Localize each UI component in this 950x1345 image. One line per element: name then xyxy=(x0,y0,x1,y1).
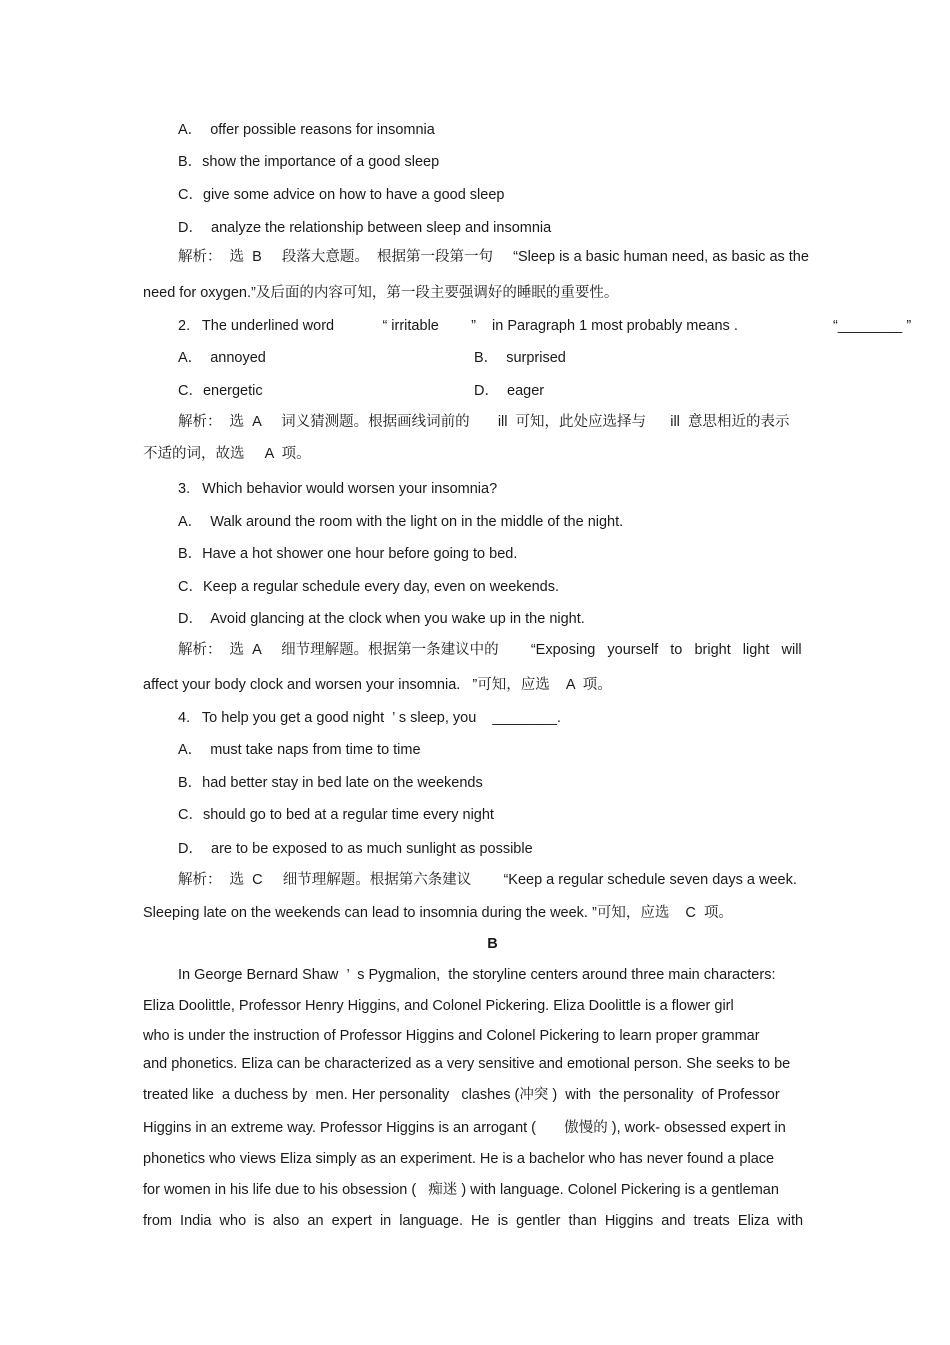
q2-option-b: B． surprised xyxy=(474,350,566,366)
q1-explanation-line1: 解析： 选 B 段落大意题。 根据第一段第一句 “Sleep is a basic human need, as basic as the xyxy=(178,249,809,265)
q4-option-b: B．had better stay in bed late on the weekends xyxy=(178,775,483,791)
q3-option-c: C．Keep a regular schedule every day, even on weekends. xyxy=(178,579,559,595)
q3-explanation-line2: affect your body clock and worsen your insomnia. ”可知，应选 A 项。 xyxy=(143,677,612,693)
q4-explanation-line2: Sleeping late on the weekends can lead to insomnia during the week. ”可知，应选 C 项。 xyxy=(143,905,733,921)
q1-option-a: A． offer possible reasons for insomnia xyxy=(178,122,435,138)
passage-line-2: Eliza Doolittle, Professor Henry Higgins, and Colonel Pickering. Eliza Doolittle is a flower girl xyxy=(143,998,734,1014)
passage-line-1: In George Bernard Shaw ’ s Pygmalion, the storyline centers around three main characters: xyxy=(178,967,776,983)
q3-option-b: B．Have a hot shower one hour before going to bed. xyxy=(178,546,518,562)
q4-explanation-line1: 解析： 选 C 细节理解题。根据第六条建议 “Keep a regular schedule seven days a week. xyxy=(178,872,797,888)
passage-line-8: for women in his life due to his obsession ( 痴迷 ) with language. Colonel Pickering is a gentleman xyxy=(143,1182,779,1198)
section-b-heading: B xyxy=(487,936,498,952)
q4-option-a: A． must take naps from time to time xyxy=(178,742,421,758)
passage-line-9: from India who is also an expert in language. He is gentler than Higgins and treats Eliza with xyxy=(143,1213,804,1229)
q4-option-d: D． are to be exposed to as much sunlight as possible xyxy=(178,841,533,857)
q2-option-d: D． eager xyxy=(474,383,545,399)
q3-option-a: A． Walk around the room with the light on in the middle of the night. xyxy=(178,514,624,530)
q3-explanation-line1: 解析： 选 A 细节理解题。根据第一条建议中的 “Exposing yourself to bright light will xyxy=(178,642,802,658)
q1-option-c: C．give some advice on how to have a good sleep xyxy=(178,187,505,203)
q2-option-a: A． annoyed xyxy=(178,350,266,366)
q2-stem: 2. The underlined word “ irritable ” in Paragraph 1 most probably means . xyxy=(178,318,738,334)
q2-explanation-line2: 不适的词，故选 A 项。 xyxy=(143,446,311,462)
q1-option-d: D． analyze the relationship between sleep and insomnia xyxy=(178,220,552,236)
q1-explanation-line2: need for oxygen.”及后面的内容可知，第一段主要强调好的睡眠的重要性。 xyxy=(143,285,619,301)
q3-option-d: D． Avoid glancing at the clock when you wake up in the night. xyxy=(178,611,585,627)
passage-line-3: who is under the instruction of Professor Higgins and Colonel Pickering to learn proper grammar xyxy=(143,1028,760,1044)
passage-line-7: phonetics who views Eliza simply as an experiment. He is a bachelor who has never found a place xyxy=(143,1151,775,1167)
q3-stem: 3. Which behavior would worsen your insomnia? xyxy=(178,481,498,497)
passage-line-6: Higgins in an extreme way. Professor Higgins is an arrogant ( 傲慢的 ), work- obsessed expert in xyxy=(143,1120,786,1136)
q4-stem: 4. To help you get a good night ’ s sleep, you ________. xyxy=(178,710,561,726)
q1-option-b: B．show the importance of a good sleep xyxy=(178,154,440,170)
q4-option-c: C．should go to bed at a regular time every night xyxy=(178,807,494,823)
q2-explanation-line1: 解析： 选 A 词义猜测题。根据画线词前的 ill 可知，此处应选择与 ill 意思相近的表示 xyxy=(178,414,790,430)
q2-option-c: C．energetic xyxy=(178,383,263,399)
passage-line-5: treated like a duchess by men. Her personality clashes (冲突 ) with the personality of Professor xyxy=(143,1087,780,1103)
passage-line-4: and phonetics. Eliza can be characterized as a very sensitive and emotional person. She seeks to be xyxy=(143,1056,791,1072)
q2-stem-blank: “________ ” xyxy=(833,318,912,334)
